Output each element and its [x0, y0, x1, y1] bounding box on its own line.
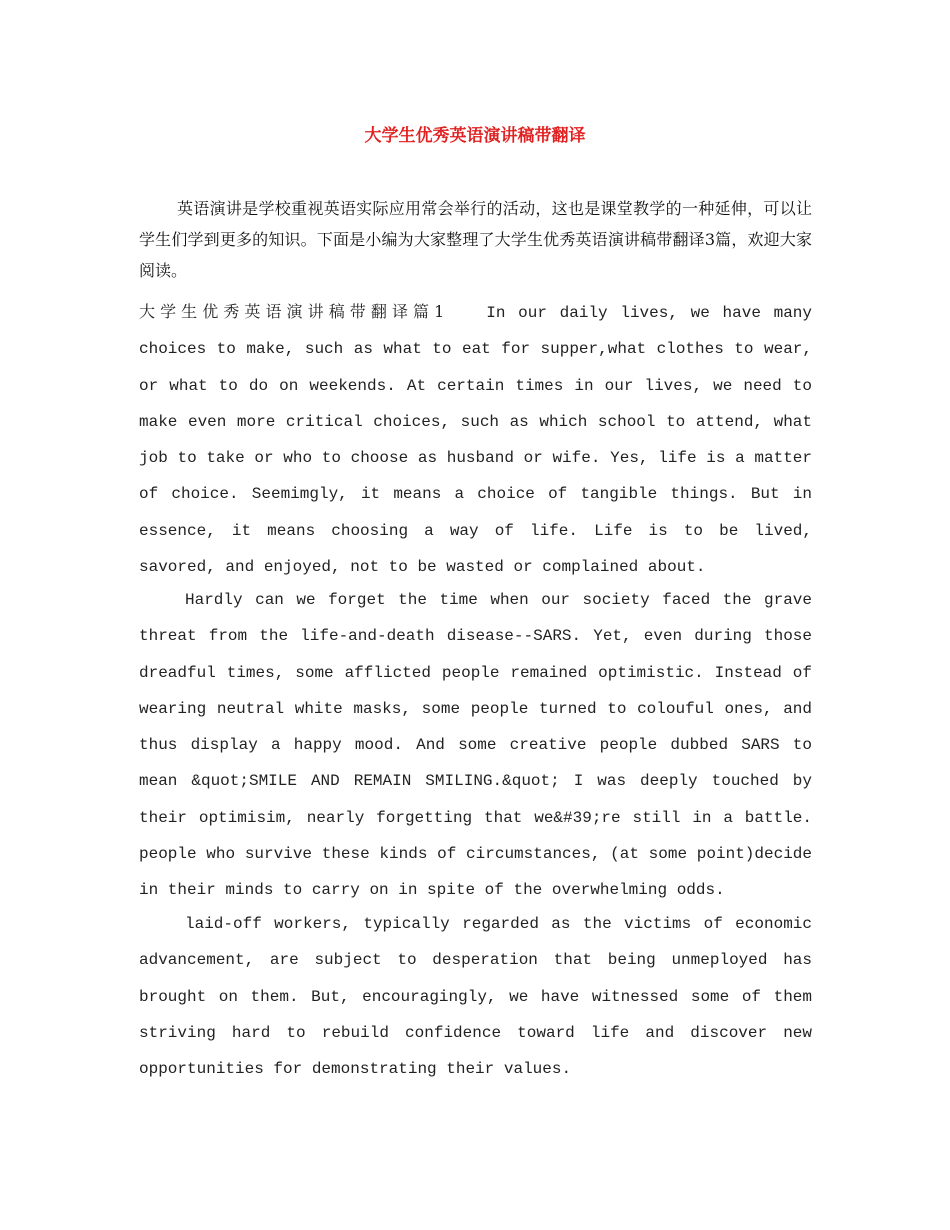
- paragraph-text: In our daily lives, we have many choices to make, such as what to eat for supper,what clothes to wear, or what to do on weekends. At certain times in our lives, we need to make even more critical choices, such as which school to attend, what job to take or who to choose as husband or wife. Yes, life is a matter of choice. Seemimgly, it means a choice of tangible things. But in essence, it means choosing a way of life. Life is to be lived, savored, and enjoyed, not to be wasted or complained about.: [139, 304, 812, 577]
- document-title: 大学生优秀英语演讲稿带翻译: [364, 126, 586, 146]
- section-heading: 大学生优秀英语演讲稿带翻译篇1: [139, 302, 447, 321]
- intro-paragraph: 英语演讲是学校重视英语实际应用常会举行的活动，这也是课堂教学的一种延伸，可以让学生们学到更多的知识。下面是小编为大家整理了大学生优秀英语演讲稿带翻译3篇，欢迎大家阅读。: [139, 199, 812, 280]
- speech-paragraph-2: Hardly can we forget the time when our society faced the grave threat from the life-and-death disease--SARS. Yet, even during those dreadful times, some afflicted people remained optimistic. Instead of wearing neutral white masks, some people turned to colouful ones, and thus display a happy mood. And some creative people dubbed SARS to mean &quot;SMILE AND REMAIN SMILING.&quot; I was deeply touched by their optimisim, nearly forgetting that we&#39;re still in a battle. people who survive these kinds of circumstances, (at some point)decide in their minds to carry on in spite of the overwhelming odds.: [139, 591, 812, 900]
- speech-paragraph-3: laid-off workers, typically regarded as the victims of economic advancement, are subject to desperation that being unmeployed has brought on them. But, encouragingly, we have witnessed some of them striving hard to rebuild confidence toward life and discover new opportunities for demonstrating their values.: [139, 915, 812, 1079]
- speech-paragraph-1: [139, 294, 812, 585]
